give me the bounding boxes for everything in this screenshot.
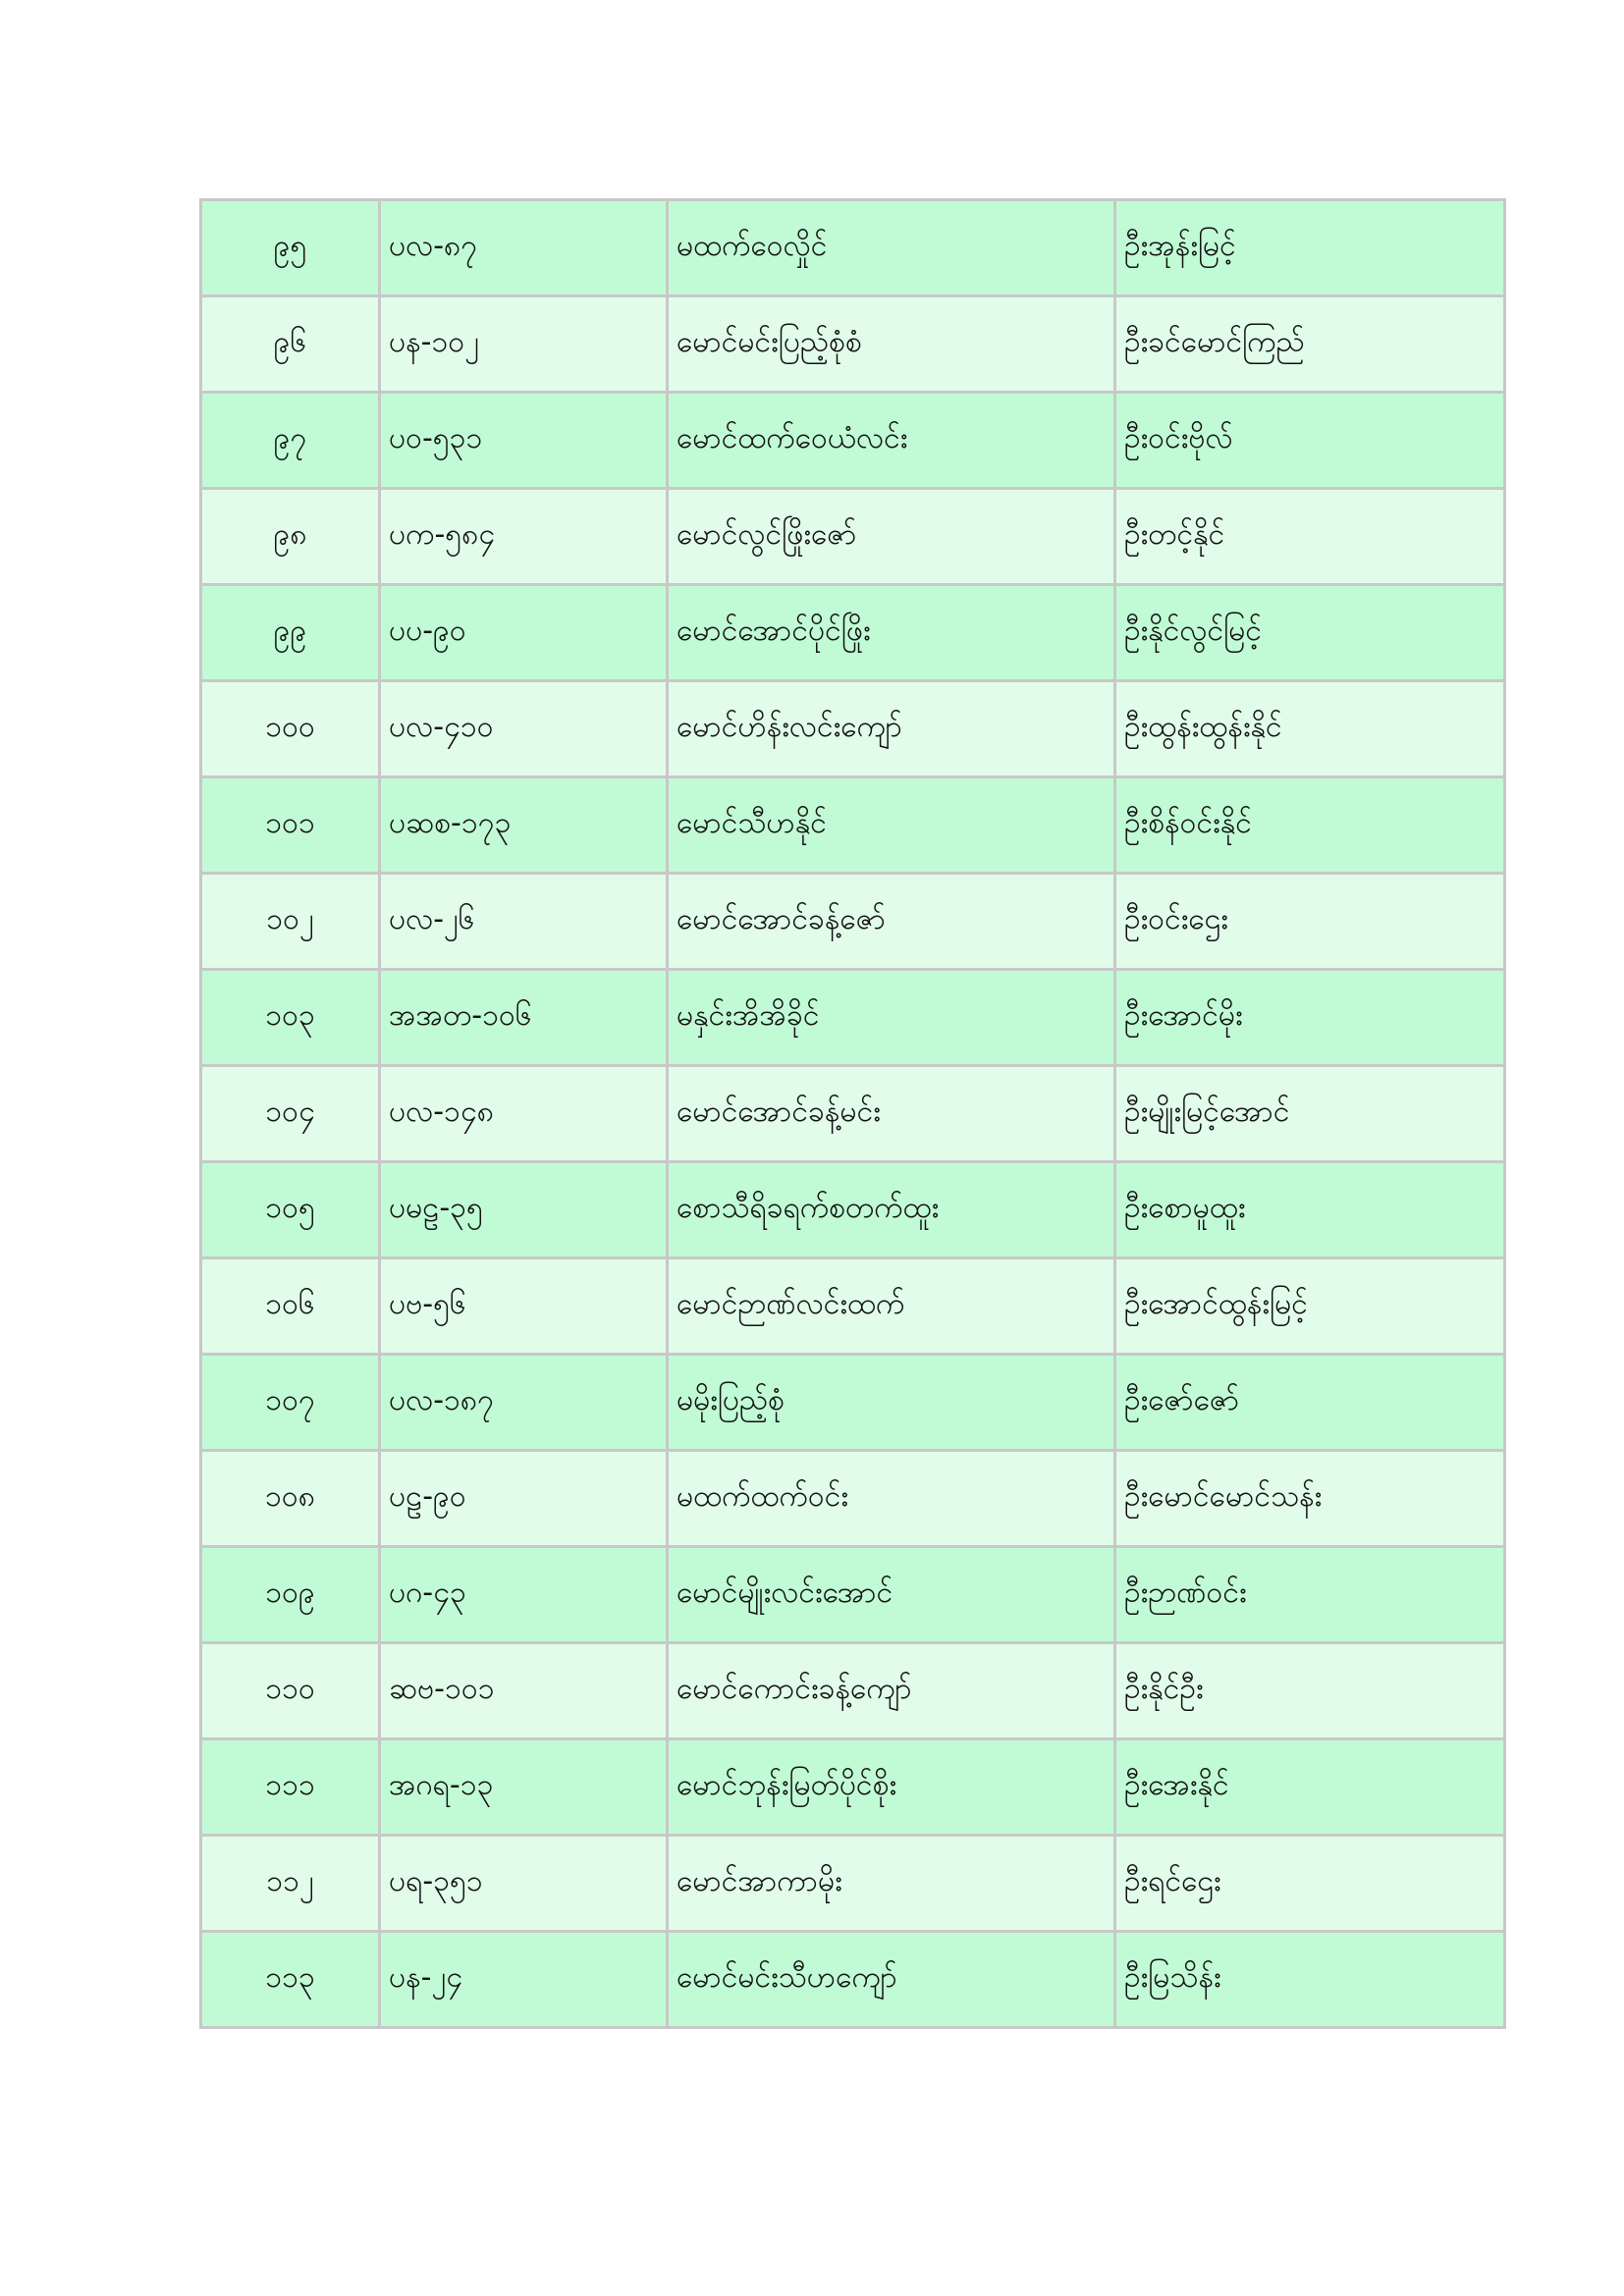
table-row [201,874,1505,970]
student-name-cell: စောသီရိခရက်စတက်ထူး [668,1162,1115,1258]
father-name-cell: ဦးမြသိန်း [1115,1932,1505,2028]
roll-code-cell: ပရ-၃၅၁ [380,1836,668,1932]
student-name-cell: မနှင်းအိအိခိုင် [668,970,1115,1066]
father-name-cell: ဦးတင့်နိုင် [1115,489,1505,585]
student-name-cell: မောင်ဘုန်းမြတ်ပိုင်စိုး [668,1739,1115,1836]
table-row [201,1066,1505,1162]
student-name-cell: မောင်အောင်ခန့်မင်း [668,1066,1115,1162]
table-row [201,1932,1505,2028]
serial-number-cell: ၁၀၄ [201,1066,380,1162]
roster-table-body [201,200,1505,2028]
table-row [201,296,1505,393]
student-name-cell: မထက်ထက်ဝင်း [668,1451,1115,1547]
student-name-cell: မောင်မင်းပြည့်စုံစံ [668,296,1115,393]
roll-code-cell: ပဠ-၉၀ [380,1451,668,1547]
serial-number-cell: ၉၇ [201,393,380,489]
serial-number-cell: ၁၀၃ [201,970,380,1066]
roll-code-cell: ပလ-၄၁၀ [380,681,668,777]
table-row [201,1836,1505,1932]
student-name-cell: မောင်ကောင်းခန့်ကျော် [668,1643,1115,1739]
table-row [201,1162,1505,1258]
table-row [201,200,1505,296]
father-name-cell: ဦးရင်ဌေး [1115,1836,1505,1932]
student-name-cell: မမိုးပြည့်စုံ [668,1355,1115,1451]
serial-number-cell: ၁၀၂ [201,874,380,970]
student-name-cell: မောင်သီဟနိုင် [668,777,1115,874]
roll-code-cell: ပမဠ-၃၅ [380,1162,668,1258]
serial-number-cell: ၉၅ [201,200,380,296]
serial-number-cell: ၁၁၀ [201,1643,380,1739]
student-name-cell: မောင်လွင်ဖြိုးဇော် [668,489,1115,585]
roll-code-cell: ပက-၅၈၄ [380,489,668,585]
table-row [201,1258,1505,1355]
father-name-cell: ဦးမောင်မောင်သန်း [1115,1451,1505,1547]
table-row [201,585,1505,681]
father-name-cell: ဦးခင်မောင်ကြည် [1115,296,1505,393]
table-row [201,1739,1505,1836]
roll-code-cell: ပဝ-၅၃၁ [380,393,668,489]
roll-code-cell: ပဂ-၄၃ [380,1547,668,1643]
father-name-cell: ဦးအုန်းမြင့် [1115,200,1505,296]
table-row [201,393,1505,489]
father-name-cell: ဦးဇော်ဇော် [1115,1355,1505,1451]
roll-code-cell: အဂရ-၁၃ [380,1739,668,1836]
father-name-cell: ဦးအောင်မိုး [1115,970,1505,1066]
father-name-cell: ဦးအောင်ထွန်းမြင့် [1115,1258,1505,1355]
serial-number-cell: ၁၀၈ [201,1451,380,1547]
father-name-cell: ဦးအေးနိုင် [1115,1739,1505,1836]
student-name-cell: မောင်အာကာမိုး [668,1836,1115,1932]
table-row [201,1643,1505,1739]
father-name-cell: ဦးထွန်းထွန်းနိုင် [1115,681,1505,777]
student-name-cell: မောင်မျိုးလင်းအောင် [668,1547,1115,1643]
student-name-cell: မောင်မင်းသီဟကျော် [668,1932,1115,2028]
serial-number-cell: ၁၀၅ [201,1162,380,1258]
serial-number-cell: ၁၀၉ [201,1547,380,1643]
father-name-cell: ဦးနိုင်လွင်မြင့် [1115,585,1505,681]
father-name-cell: ဦးမျိုးမြင့်အောင် [1115,1066,1505,1162]
roll-code-cell: ပန-၁၀၂ [380,296,668,393]
table-row [201,1547,1505,1643]
father-name-cell: ဦးစိန်ဝင်းနိုင် [1115,777,1505,874]
student-name-cell: မောင်ဟိန်းလင်းကျော် [668,681,1115,777]
roll-code-cell: ပလ-၂၆ [380,874,668,970]
table-row [201,489,1505,585]
roll-code-cell: ပလ-၁၄၈ [380,1066,668,1162]
serial-number-cell: ၁၀၀ [201,681,380,777]
student-name-cell: မောင်ထက်ဝေယံလင်း [668,393,1115,489]
serial-number-cell: ၉၉ [201,585,380,681]
table-row [201,681,1505,777]
roll-code-cell: ပပ-၉၀ [380,585,668,681]
table-row [201,1451,1505,1547]
table-row [201,1355,1505,1451]
roll-code-cell: ဆဗ-၁၀၁ [380,1643,668,1739]
father-name-cell: ဦးစောမူထူး [1115,1162,1505,1258]
roll-code-cell: ပလ-၈၇ [380,200,668,296]
serial-number-cell: ၉၈ [201,489,380,585]
student-name-cell: မထက်ဝေလှိုင် [668,200,1115,296]
father-name-cell: ဦးဝင်းဗိုလ် [1115,393,1505,489]
serial-number-cell: ၁၀၆ [201,1258,380,1355]
student-name-cell: မောင်ဉာဏ်လင်းထက် [668,1258,1115,1355]
father-name-cell: ဦးဉာဏ်ဝင်း [1115,1547,1505,1643]
roster-table [199,198,1506,2029]
serial-number-cell: ၁၀၁ [201,777,380,874]
roll-code-cell: ပန-၂၄ [380,1932,668,2028]
student-name-cell: မောင်အောင်ခန့်ဇော် [668,874,1115,970]
student-name-cell: မောင်အောင်ပိုင်ဖြိုး [668,585,1115,681]
table-row [201,777,1505,874]
roll-code-cell: ပဆစ-၁၇၃ [380,777,668,874]
serial-number-cell: ၁၀၇ [201,1355,380,1451]
serial-number-cell: ၁၁၂ [201,1836,380,1932]
roll-code-cell: အအတ-၁၀၆ [380,970,668,1066]
serial-number-cell: ၁၁၃ [201,1932,380,2028]
serial-number-cell: ၉၆ [201,296,380,393]
table-row [201,970,1505,1066]
roll-code-cell: ပဗ-၅၆ [380,1258,668,1355]
father-name-cell: ဦးနိုင်ဦး [1115,1643,1505,1739]
roll-code-cell: ပလ-၁၈၇ [380,1355,668,1451]
father-name-cell: ဦးဝင်းဌေး [1115,874,1505,970]
serial-number-cell: ၁၁၁ [201,1739,380,1836]
